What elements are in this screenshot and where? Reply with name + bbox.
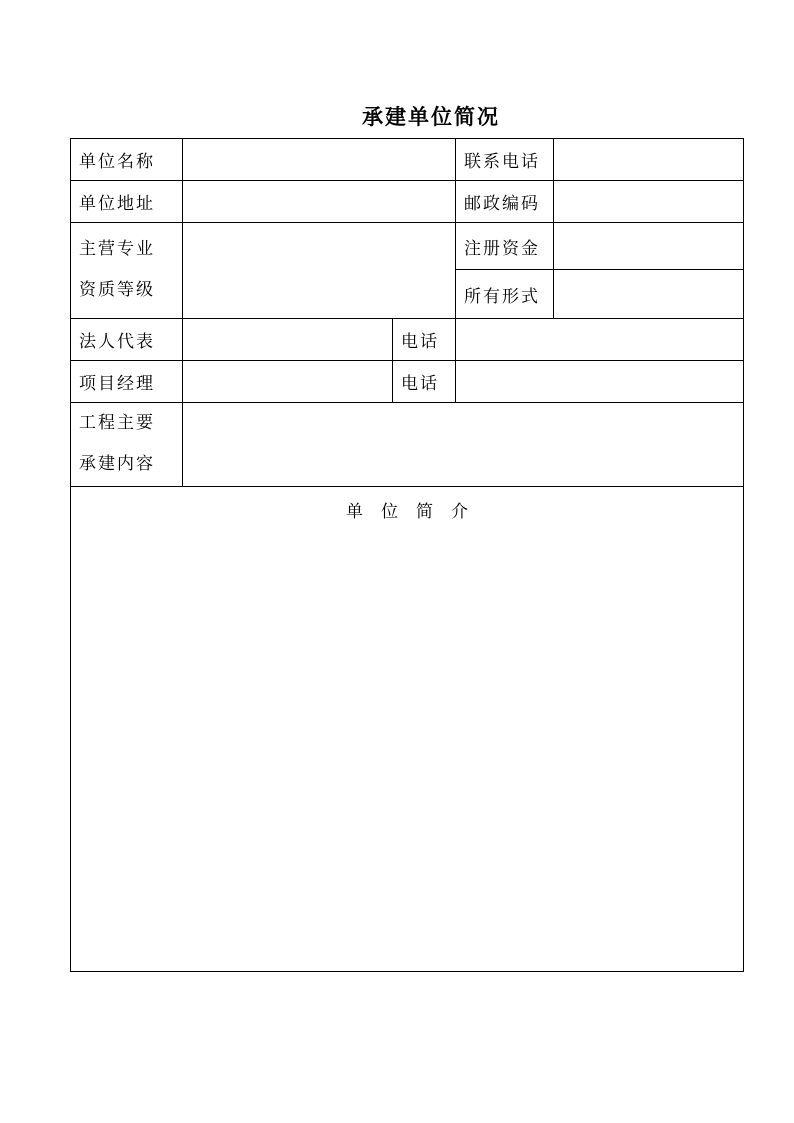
main-contract-content-field[interactable] [183,403,743,487]
unit-address-field[interactable] [183,181,456,223]
specialty-qualification-label [71,223,183,319]
project-manager-field[interactable] [183,361,393,403]
unit-name-field[interactable] [183,139,456,181]
unit-name-label: 单位名称 [71,139,183,181]
ownership-form-label: 所有形式 [456,270,554,319]
project-manager-label: 项目经理 [71,361,183,403]
ownership-form-field[interactable] [554,270,743,319]
specialty-qualification-field[interactable] [183,223,456,319]
registered-capital-label: 注册资金 [456,223,554,270]
legal-rep-phone-label: 电话 [393,319,456,361]
postal-code-label: 邮政编码 [456,181,554,223]
postal-code-field[interactable] [554,181,743,223]
contact-phone-field[interactable] [554,139,743,181]
legal-rep-field[interactable] [183,319,393,361]
legal-rep-label: 法人代表 [71,319,183,361]
main-specialty-label: 主营专业 [79,239,155,259]
qualification-grade-label: 资质等级 [79,280,155,300]
main-contract-content-label [71,403,183,487]
main-contract-label-line2: 承建内容 [79,454,155,474]
legal-rep-phone-field[interactable] [456,319,743,361]
page-title: 承建单位简况 [362,104,500,129]
contact-phone-label: 联系电话 [456,139,554,181]
unit-introduction-heading: 单位简介 [346,502,486,522]
unit-profile-form [70,138,744,972]
project-manager-phone-field[interactable] [456,361,743,403]
project-manager-phone-label: 电话 [393,361,456,403]
registered-capital-field[interactable] [554,223,743,270]
main-contract-label-line1: 工程主要 [79,413,155,433]
unit-address-label: 单位地址 [71,181,183,223]
unit-introduction-section[interactable] [71,487,743,971]
